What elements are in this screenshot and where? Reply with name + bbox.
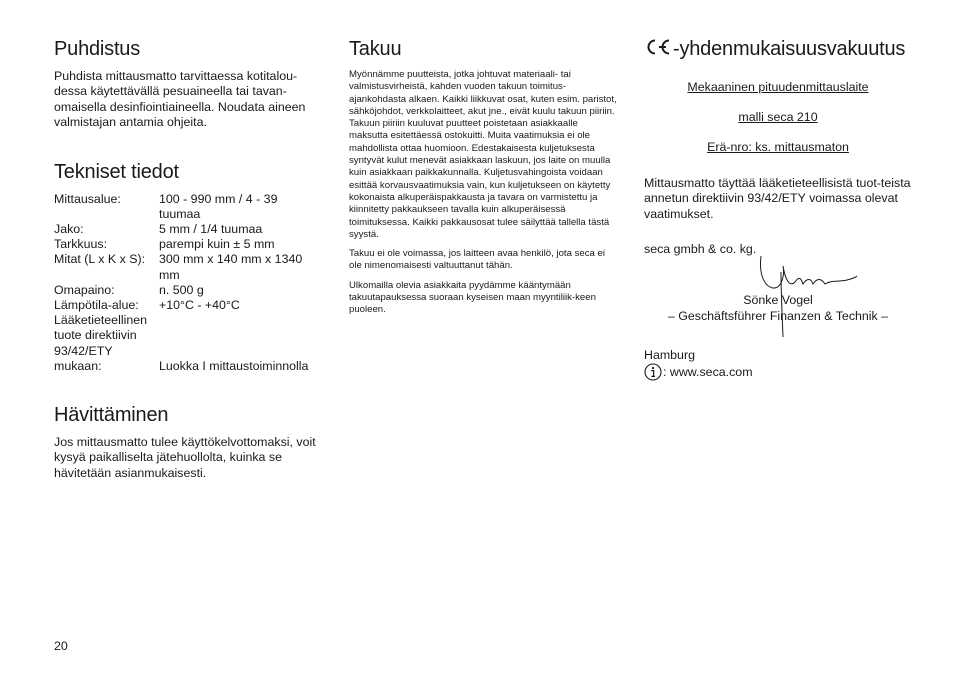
spec-value: 5 mm / 1/4 tuumaa [159,222,263,237]
section-tekniset-tiedot [54,161,316,374]
spec-label: Jako: [54,222,84,237]
signer-title: – Geschäftsführer Finanzen & Technik – [667,308,889,323]
spec-row [54,222,316,237]
spec-value: 100 - 990 mm / 4 - 39 tuumaa [159,191,278,221]
spec-row [54,192,316,222]
city: Hamburg [644,347,695,362]
info-icon [644,363,662,381]
spec-label: Mitat (L x K x S): [54,252,146,267]
signature-block [644,258,912,338]
spec-row [54,252,316,282]
takuu-paragraph: Ulkomailla olevia asiakkaita pyydämme kääntymään takuutapauksessa suoraan kyseisen maan myyntiliik-keen puoleen. [349,279,596,316]
page-number: 20 [54,639,68,653]
spec-label: Omapaino: [54,282,115,297]
spec-table [54,192,316,374]
spec-label: Lämpötila-alue: [54,298,139,313]
spec-row [54,298,316,313]
heading-tekniset-tiedot: Tekniset tiedot [54,160,179,183]
ce-mark-icon [644,38,672,62]
heading-takuu: Takuu [349,38,402,60]
product-model: malli seca 210 [738,110,818,124]
section-takuu [349,38,617,317]
heading-puhdistus: Puhdistus [54,38,141,60]
product-type: Mekaaninen pituudenmittauslaite [687,80,869,94]
takuu-paragraph: Takuu ei ole voimassa, jos laitteen avaa henkilö, jota seca ei ole nimenomaisesti valtuuttanut tähän. [349,248,605,272]
section-havittaminen [54,404,316,481]
spec-label: Tarkkuus: [54,237,108,252]
spec-value: n. 500 g [159,282,204,297]
spec-value: 300 mm x 140 mm x 1340 mm [159,252,303,282]
spec-row [54,313,316,374]
havittaminen-text: Jos mittausmatto tulee käyttökelvottomaksi, voit kysyä paikalliselta jätehuollolta, kuinka se hävitetään asianmukaisesti. [54,435,316,480]
takuu-paragraph: Myönnämme puutteista, jotka johtuvat materiaali- tai valmistusvirheistä, kahden vuoden takuun toimitus-ajankohdasta alkaen. Kaikki liikkuvat osat, kuten esim. paristot, sähköjohdot, verkkolaitteet, akut jne., eivät kuulu takuun piiriin. Takuun piiriin kuuluvat puutteet poistetaan asiakkaalle maksutta esitettäessä ostokuitti. Muita vaatimuksia ei ole mahdollista ottaa huomioon. Edestakaisesta kuljetuksesta syntyvät kulut menevät asiakkaan laskuun, jos laite on muulla kuin asiakkaan paikkakunnalla. Kuljetusvahingoista voidaan esittää korvausvaatimuksia vain, kun kuljetukseen on käytetty kokonaista alkuperäispakkausta ja tavara on varmistettu ja kiinnitetty pakkaukseen tavalla kuin alkuperäisessä toimituksessa. Kaikki pakkausosat tulee säilyttää tallella tästä syystä. [349,69,617,240]
heading-havittaminen: Hävittäminen [54,404,169,427]
spec-value: Luokka I mittaustoiminnolla [159,358,309,373]
signer-name: Sönke Vogel [743,292,813,307]
column-left [54,38,316,481]
spec-label: Mittausalue: [54,191,121,206]
spec-row [54,283,316,298]
column-right [644,38,912,381]
spec-value: parempi kuin ± 5 mm [159,237,275,252]
column-middle [349,38,617,324]
spec-value: +10°C - +40°C [159,298,240,313]
section-puhdistus [54,38,316,131]
company-name: seca gmbh & co. kg. [644,242,757,257]
website-row [644,363,912,381]
spec-row [54,237,316,252]
batch-number: Erä-nro: ks. mittausmaton [707,140,849,154]
spec-label: Lääketieteellinen tuote direktiivin 93/42/ETY mukaan: [54,313,148,373]
heading-ce-declaration [644,38,912,62]
ce-statement: Mittausmatto täyttää lääketieteellisistä tuot-teista annetun direktiivin 93/42/ETY voimassa olevat vaatimukset. [644,176,911,221]
website-link[interactable]: : www.seca.com [663,365,753,380]
ce-title-suffix: -yhdenmukaisuusvakuutus [673,38,906,60]
puhdistus-text: Puhdista mittausmatto tarvittaessa kotitalou-dessa käytettävällä pesuaineella tai tavan-omaisella desinfiointiaineella. Noudata aineen valmistajan antamia ohjeita. [54,69,306,130]
